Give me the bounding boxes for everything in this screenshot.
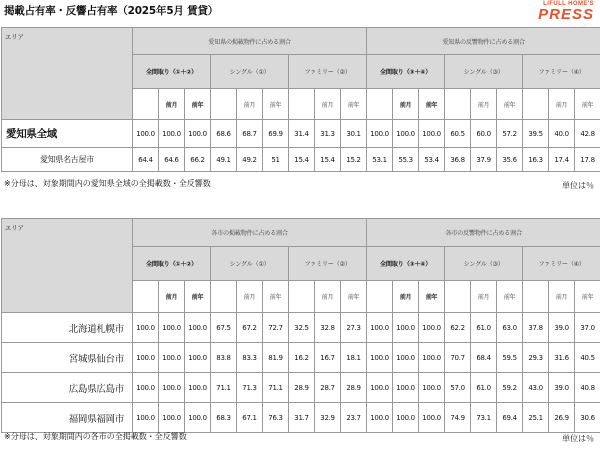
table-cell: 30.1 — [341, 120, 367, 148]
table-cell: 40.5 — [575, 343, 600, 373]
prev-month-header: 前月 — [471, 89, 497, 120]
table-cell: 37.9 — [471, 148, 497, 172]
table-cell: 63.0 — [497, 313, 523, 343]
table-row — [2, 120, 600, 148]
table-cell: 18.1 — [341, 343, 367, 373]
row-label: 愛知県全域 — [2, 120, 133, 148]
table-cell: 40.0 — [549, 120, 575, 148]
prev-month-header: 前月 — [393, 281, 419, 313]
table-cell: 67.2 — [237, 313, 263, 343]
table-cell: 100.0 — [185, 403, 211, 433]
table-cell: 100.0 — [185, 313, 211, 343]
table-cell: 42.8 — [575, 120, 600, 148]
row-label: 北海道札幌市 — [2, 313, 133, 343]
table-cell: 67.1 — [237, 403, 263, 433]
table-cell: 69.4 — [497, 403, 523, 433]
table1-note: ※分母は、対象期間内の愛知県全域の全掲載数・全反響数 — [4, 179, 211, 188]
occupancy-table-cities — [1, 218, 600, 433]
prev-month-header: 前月 — [549, 89, 575, 120]
table-cell: 81.9 — [263, 343, 289, 373]
table-cell: 60.0 — [471, 120, 497, 148]
table-cell: 83.3 — [237, 343, 263, 373]
current-month-header-empty — [367, 89, 393, 120]
prev-year-header: 前年 — [497, 281, 523, 313]
table-cell: 55.3 — [393, 148, 419, 172]
table-cell: 100.0 — [367, 120, 393, 148]
table-cell: 73.1 — [471, 403, 497, 433]
table-cell: 39.0 — [549, 373, 575, 403]
table-cell: 100.0 — [185, 343, 211, 373]
prev-month-header: 前月 — [393, 89, 419, 120]
table-cell: 100.0 — [159, 120, 185, 148]
prev-year-header: 前年 — [575, 89, 600, 120]
table-cell: 66.2 — [185, 148, 211, 172]
prev-year-header: 前年 — [419, 281, 445, 313]
table-cell: 16.7 — [315, 343, 341, 373]
group-family-response: ファミリー（④） — [523, 55, 600, 89]
table-cell: 37.0 — [575, 313, 600, 343]
page-title: 掲載占有率・反響占有率（2025年5月 賃貸） — [4, 5, 219, 17]
prev-month-header: 前月 — [159, 281, 185, 313]
table-cell: 100.0 — [159, 403, 185, 433]
table-cell: 36.8 — [445, 148, 471, 172]
table-cell: 53.4 — [419, 148, 445, 172]
group-all-listing: 全間取り（①＋②） — [133, 55, 211, 89]
table-cell: 67.5 — [211, 313, 237, 343]
prev-year-header: 前年 — [575, 281, 600, 313]
prev-month-header: 前月 — [159, 89, 185, 120]
table-cell: 57.0 — [445, 373, 471, 403]
row-label: 愛知県名古屋市 — [2, 148, 133, 172]
row-label: 福岡県福岡市 — [2, 403, 133, 433]
table-cell: 68.3 — [211, 403, 237, 433]
table-cell: 15.2 — [341, 148, 367, 172]
table-cell: 100.0 — [393, 343, 419, 373]
current-month-header-empty — [133, 281, 159, 313]
table-cell: 100.0 — [419, 120, 445, 148]
group-family-listing: ファミリー（②） — [289, 55, 367, 89]
prev-year-header: 前年 — [263, 89, 289, 120]
table-cell: 100.0 — [393, 403, 419, 433]
group-single-listing: シングル（①） — [211, 247, 289, 281]
prev-year-header: 前年 — [341, 281, 367, 313]
table-cell: 17.8 — [575, 148, 600, 172]
row-label: 広島県広島市 — [2, 373, 133, 403]
logo-line2: PRESS — [538, 6, 594, 23]
current-month-header-empty — [445, 89, 471, 120]
group-family-listing: ファミリー（②） — [289, 247, 367, 281]
table-cell: 100.0 — [133, 403, 159, 433]
prev-month-header: 前月 — [237, 281, 263, 313]
section-response-header: 愛知県の反響物件に占める割合 — [367, 28, 600, 55]
table-cell: 83.8 — [211, 343, 237, 373]
table-row — [2, 343, 600, 373]
prev-year-header: 前年 — [497, 89, 523, 120]
table-cell: 61.0 — [471, 313, 497, 343]
table-cell: 76.3 — [263, 403, 289, 433]
table-cell: 71.1 — [263, 373, 289, 403]
current-month-header-empty — [289, 281, 315, 313]
current-month-header-empty — [289, 89, 315, 120]
table-cell: 62.2 — [445, 313, 471, 343]
table-cell: 64.4 — [133, 148, 159, 172]
table-cell: 100.0 — [367, 343, 393, 373]
table-cell: 31.7 — [289, 403, 315, 433]
table-cell: 16.2 — [289, 343, 315, 373]
table1-unit: 単位は％ — [562, 181, 594, 190]
section-listing-header: 愛知県の掲載物件に占める割合 — [133, 28, 367, 55]
prev-month-header: 前月 — [315, 281, 341, 313]
table-cell: 27.3 — [341, 313, 367, 343]
table-cell: 23.7 — [341, 403, 367, 433]
table-cell: 68.7 — [237, 120, 263, 148]
table-cell: 43.0 — [523, 373, 549, 403]
area-header: エリア — [2, 219, 133, 313]
table-cell: 68.6 — [211, 120, 237, 148]
table-cell: 100.0 — [367, 403, 393, 433]
table-cell: 40.8 — [575, 373, 600, 403]
group-all-listing: 全間取り（①＋②） — [133, 247, 211, 281]
table-row — [2, 403, 600, 433]
table-cell: 57.2 — [497, 120, 523, 148]
row-label: 宮城県仙台市 — [2, 343, 133, 373]
group-single-listing: シングル（①） — [211, 55, 289, 89]
table-cell: 32.5 — [289, 313, 315, 343]
table-cell: 32.8 — [315, 313, 341, 343]
table-cell: 15.4 — [289, 148, 315, 172]
current-month-header-empty — [523, 281, 549, 313]
table-cell: 49.1 — [211, 148, 237, 172]
table-cell: 16.3 — [523, 148, 549, 172]
table-cell: 100.0 — [419, 313, 445, 343]
table-cell: 72.7 — [263, 313, 289, 343]
table-cell: 17.4 — [549, 148, 575, 172]
table-cell: 100.0 — [393, 313, 419, 343]
table-cell: 68.4 — [471, 343, 497, 373]
prev-month-header: 前月 — [315, 89, 341, 120]
group-single-response: シングル（③） — [445, 247, 523, 281]
table-cell: 100.0 — [393, 373, 419, 403]
table-cell: 70.7 — [445, 343, 471, 373]
table-cell: 100.0 — [133, 120, 159, 148]
table-cell: 100.0 — [419, 373, 445, 403]
table-cell: 29.3 — [523, 343, 549, 373]
table-cell: 100.0 — [367, 313, 393, 343]
table-cell: 25.1 — [523, 403, 549, 433]
table-cell: 100.0 — [159, 313, 185, 343]
current-month-header-empty — [133, 89, 159, 120]
table-cell: 53.1 — [367, 148, 393, 172]
group-all-response: 全間取り（③＋④） — [367, 247, 445, 281]
current-month-header-empty — [523, 89, 549, 120]
prev-month-header: 前月 — [549, 281, 575, 313]
current-month-header-empty — [211, 281, 237, 313]
prev-year-header: 前年 — [341, 89, 367, 120]
table-cell: 64.6 — [159, 148, 185, 172]
table-cell: 15.4 — [315, 148, 341, 172]
occupancy-table-aichi — [1, 27, 600, 172]
group-family-response: ファミリー（④） — [523, 247, 600, 281]
table-cell: 30.6 — [575, 403, 600, 433]
current-month-header-empty — [211, 89, 237, 120]
prev-year-header: 前年 — [185, 281, 211, 313]
table-cell: 49.2 — [237, 148, 263, 172]
table-cell: 100.0 — [393, 120, 419, 148]
table-row — [2, 373, 600, 403]
prev-month-header: 前月 — [237, 89, 263, 120]
table-cell: 51 — [263, 148, 289, 172]
table2-note: ※分母は、対象期間内の各市の全掲載数・全反響数 — [4, 432, 187, 441]
table-cell: 31.4 — [289, 120, 315, 148]
table-cell: 100.0 — [159, 343, 185, 373]
table-row — [2, 148, 600, 172]
table-cell: 28.7 — [315, 373, 341, 403]
table-cell: 100.0 — [133, 313, 159, 343]
table-cell: 100.0 — [159, 373, 185, 403]
table-cell: 100.0 — [133, 373, 159, 403]
table-cell: 32.9 — [315, 403, 341, 433]
table-cell: 100.0 — [185, 120, 211, 148]
logo-line1: LIFULL HOME'S — [543, 1, 594, 7]
table-cell: 39.0 — [549, 313, 575, 343]
table-cell: 59.2 — [497, 373, 523, 403]
table-cell: 35.6 — [497, 148, 523, 172]
table-cell: 100.0 — [419, 343, 445, 373]
table-cell: 28.9 — [341, 373, 367, 403]
prev-year-header: 前年 — [185, 89, 211, 120]
prev-year-header: 前年 — [263, 281, 289, 313]
section-listing-header: 各市の掲載物件に占める割合 — [133, 219, 367, 247]
table-cell: 31.3 — [315, 120, 341, 148]
table-cell: 60.5 — [445, 120, 471, 148]
table-cell: 74.9 — [445, 403, 471, 433]
table-cell: 26.9 — [549, 403, 575, 433]
table-cell: 39.5 — [523, 120, 549, 148]
table-cell: 100.0 — [367, 373, 393, 403]
table-cell: 28.9 — [289, 373, 315, 403]
group-single-response: シングル（③） — [445, 55, 523, 89]
table-cell: 69.9 — [263, 120, 289, 148]
table-cell: 100.0 — [185, 373, 211, 403]
area-header: エリア — [2, 28, 133, 120]
table-cell: 59.5 — [497, 343, 523, 373]
prev-month-header: 前月 — [471, 281, 497, 313]
current-month-header-empty — [445, 281, 471, 313]
table-cell: 31.6 — [549, 343, 575, 373]
table-cell: 100.0 — [133, 343, 159, 373]
group-all-response: 全間取り（③＋④） — [367, 55, 445, 89]
table-cell: 37.8 — [523, 313, 549, 343]
table-row — [2, 313, 600, 343]
table-cell: 71.1 — [211, 373, 237, 403]
section-response-header: 各市の反響物件に占める割合 — [367, 219, 600, 247]
prev-year-header: 前年 — [419, 89, 445, 120]
table-cell: 71.3 — [237, 373, 263, 403]
table2-unit: 単位は％ — [562, 434, 594, 443]
current-month-header-empty — [367, 281, 393, 313]
table-cell: 61.0 — [471, 373, 497, 403]
table-cell: 100.0 — [419, 403, 445, 433]
brand-logo — [538, 1, 594, 22]
